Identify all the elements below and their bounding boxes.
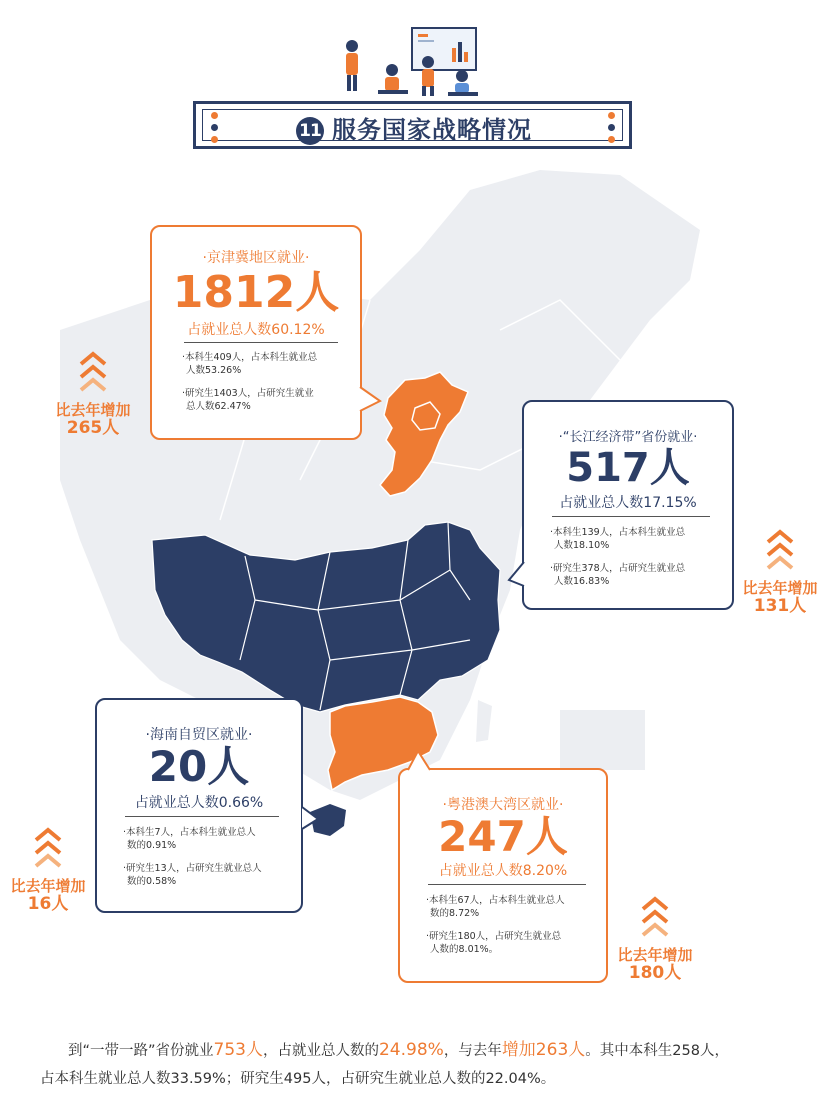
highlight-percent: 24.98% [378,1040,444,1060]
up-chevrons-icon [33,826,63,874]
callout-divider [552,516,710,517]
increase-badge-changjiang [735,528,825,616]
callout-divider [428,884,586,885]
increase-value: 16人 [27,894,69,914]
callout-note-undergrad: ·本科生7人，占本科生就业总人 数的0.91% [123,827,256,851]
increase-label: 比去年增加 [742,579,818,597]
up-chevrons-icon [765,528,795,576]
callout-pointer [358,385,384,415]
callout-jingjinji [150,225,362,440]
people-illustration [330,22,490,98]
callout-changjiang [522,400,734,610]
callout-note-graduate: ·研究生378人，占研究生就业总 人数16.83% [550,563,686,587]
up-chevrons-icon [78,350,108,398]
summary-line-1: 到“一带一路”省份就业753人，占就业总人数的24.98%，与去年增加263人。其中本科生258人， [68,1040,729,1060]
map-taiwan [476,700,492,742]
callout-yuegangao [398,768,608,983]
callout-title: ·海南自贸区就业· [145,727,253,743]
increase-badge-jingjinji [48,350,138,438]
callout-pointer [406,748,436,772]
callout-note-undergrad: ·本科生67人，占本科生就业总人 数的8.72% [426,895,565,919]
callout-pointer [300,805,322,833]
increase-label: 比去年增加 [55,401,131,419]
callout-note-undergrad: ·本科生409人，占本科生就业总 人数53.26% [182,352,318,376]
callout-percentage: 占就业总人数8.20% [438,863,568,879]
callout-title: ·“长江经济带”省份就业· [558,430,698,445]
up-chevrons-icon [640,895,670,943]
callout-big-number: 20人 [148,742,250,791]
increase-label: 比去年增加 [617,946,693,964]
callout-hainan [95,698,303,913]
increase-value: 180人 [628,963,682,983]
increase-badge-hainan [3,826,93,914]
callout-note-undergrad: ·本科生139人，占本科生就业总 人数18.10% [550,527,686,551]
callout-pointer [506,560,526,590]
increase-value: 131人 [753,596,807,616]
page-title-text: 服务国家战略情况 [332,116,532,144]
callout-divider [125,816,279,817]
callout-percentage: 占就业总人数0.66% [134,795,264,811]
highlight-increase: 增加263人 [501,1040,586,1060]
callout-note-graduate: ·研究生180人，占研究生就业总 人数的8.01%。 [426,931,562,955]
highlight-count: 753人 [213,1040,263,1060]
map-inset-islands [560,710,645,770]
callout-big-number: 1812人 [172,267,340,318]
increase-label: 比去年增加 [10,877,86,895]
callout-note-graduate: ·研究生1403人，占研究生就业 总人数62.47% [182,388,314,412]
callout-title: ·粤港澳大湾区就业· [442,797,564,813]
section-number-badge: 11 [296,117,324,145]
callout-big-number: 247人 [438,812,568,861]
summary-line-2: 占本科生就业总人数33.59%；研究生495人，占研究生就业总人数的22.04%。 [40,1071,556,1087]
callout-title: ·京津冀地区就业· [202,250,310,266]
increase-badge-yuegangao [610,895,700,983]
callout-percentage: 占就业总人数60.12% [187,322,325,338]
summary-paragraph [40,1036,810,1093]
page-title [0,110,828,145]
increase-value: 265人 [66,418,120,438]
callout-percentage: 占就业总人数17.15% [559,495,697,511]
callout-note-graduate: ·研究生13人，占研究生就业总人 数的0.58% [123,863,262,887]
callout-big-number: 517人 [566,445,690,491]
callout-divider [184,342,338,343]
